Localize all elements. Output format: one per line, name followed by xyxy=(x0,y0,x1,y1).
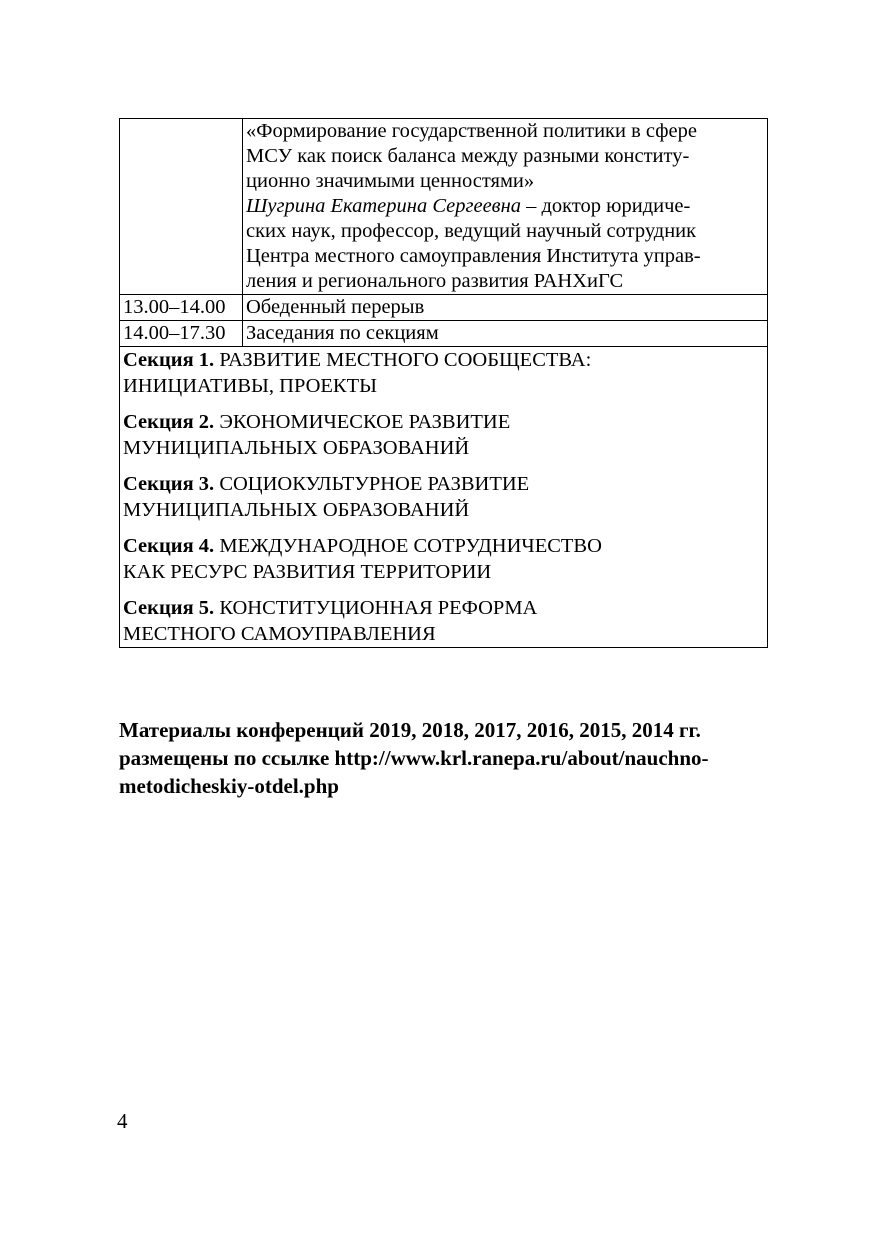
section-title-line-2: КАК РЕСУРС РАЗВИТИЯ ТЕРРИТОРИИ xyxy=(123,561,492,583)
table-row-talk xyxy=(120,119,768,295)
section-label: Секция 5. xyxy=(123,597,215,619)
speaker xyxy=(246,195,701,292)
materials-line-3: metodicheskiy-otdel.php xyxy=(119,774,339,798)
section-label: Секция 2. xyxy=(123,411,215,433)
talk-title xyxy=(246,119,764,194)
materials-line-1: Материалы конференций 2019, 2018, 2017, 2016, 2015, 2014 гг. xyxy=(119,718,701,742)
section-title-line-1: ЭКОНОМИЧЕСКОЕ РАЗВИТИЕ xyxy=(219,411,511,433)
section-title-line-2: МЕСТНОГО САМОУПРАВЛЕНИЯ xyxy=(123,623,436,645)
materials-line-2: размещены по ссылке http://www.krl.ranepa.ru/about/nauchno- xyxy=(119,746,709,770)
time-cell-empty xyxy=(120,119,243,295)
table-row xyxy=(120,321,768,347)
sections-cell xyxy=(120,347,768,648)
talk-title-line-1: «Формирование государственной политики в сфере xyxy=(246,120,697,142)
section-title-line-1: СОЦИОКУЛЬТУРНОЕ РАЗВИТИЕ xyxy=(219,473,530,495)
event-cell: Обеденный перерыв xyxy=(243,295,768,321)
speaker-name: Шугрина Екатерина Сергеевна xyxy=(246,195,521,217)
section-title-line-1: МЕЖДУНАРОДНОЕ СОТРУДНИЧЕСТВО xyxy=(219,535,602,557)
table-row xyxy=(120,295,768,321)
section-label: Секция 3. xyxy=(123,473,215,495)
talk-title-line-3: ционно значимыми ценностями» xyxy=(246,170,535,192)
section-title-line-2: МУНИЦИПАЛЬНЫХ ОБРАЗОВАНИЙ xyxy=(123,437,470,459)
table-row-sections xyxy=(120,347,768,648)
event-cell: Заседания по секциям xyxy=(243,321,768,347)
talk-cell xyxy=(243,119,768,295)
time-cell: 14.00–17.30 xyxy=(120,321,243,347)
program-table xyxy=(119,118,768,648)
talk-title-line-2: МСУ как поиск баланса между разными конститу- xyxy=(246,145,690,167)
speaker-info-line-2: ских наук, профессор, ведущий научный сотрудник xyxy=(246,220,697,242)
section-5 xyxy=(123,595,764,647)
section-label: Секция 1. xyxy=(123,349,215,371)
section-title-line-2: ИНИЦИАТИВЫ, ПРОЕКТЫ xyxy=(123,375,378,397)
speaker-info-line-3: Центра местного самоуправления Института управ- xyxy=(246,245,701,267)
speaker-info-line-1: – доктор юридиче- xyxy=(521,195,691,217)
materials-note xyxy=(119,716,769,800)
speaker-info-line-4: ления и регионального развития РАНХиГС xyxy=(246,270,624,292)
section-title-line-2: МУНИЦИПАЛЬНЫХ ОБРАЗОВАНИЙ xyxy=(123,499,470,521)
time-cell: 13.00–14.00 xyxy=(120,295,243,321)
section-4 xyxy=(123,533,764,585)
section-title-line-1: КОНСТИТУЦИОННАЯ РЕФОРМА xyxy=(219,597,538,619)
section-2 xyxy=(123,409,764,461)
section-3 xyxy=(123,471,764,523)
section-label: Секция 4. xyxy=(123,535,215,557)
section-1 xyxy=(123,347,764,399)
page-number: 4 xyxy=(117,1109,128,1133)
section-title-line-1: РАЗВИТИЕ МЕСТНОГО СООБЩЕСТВА: xyxy=(219,349,592,371)
